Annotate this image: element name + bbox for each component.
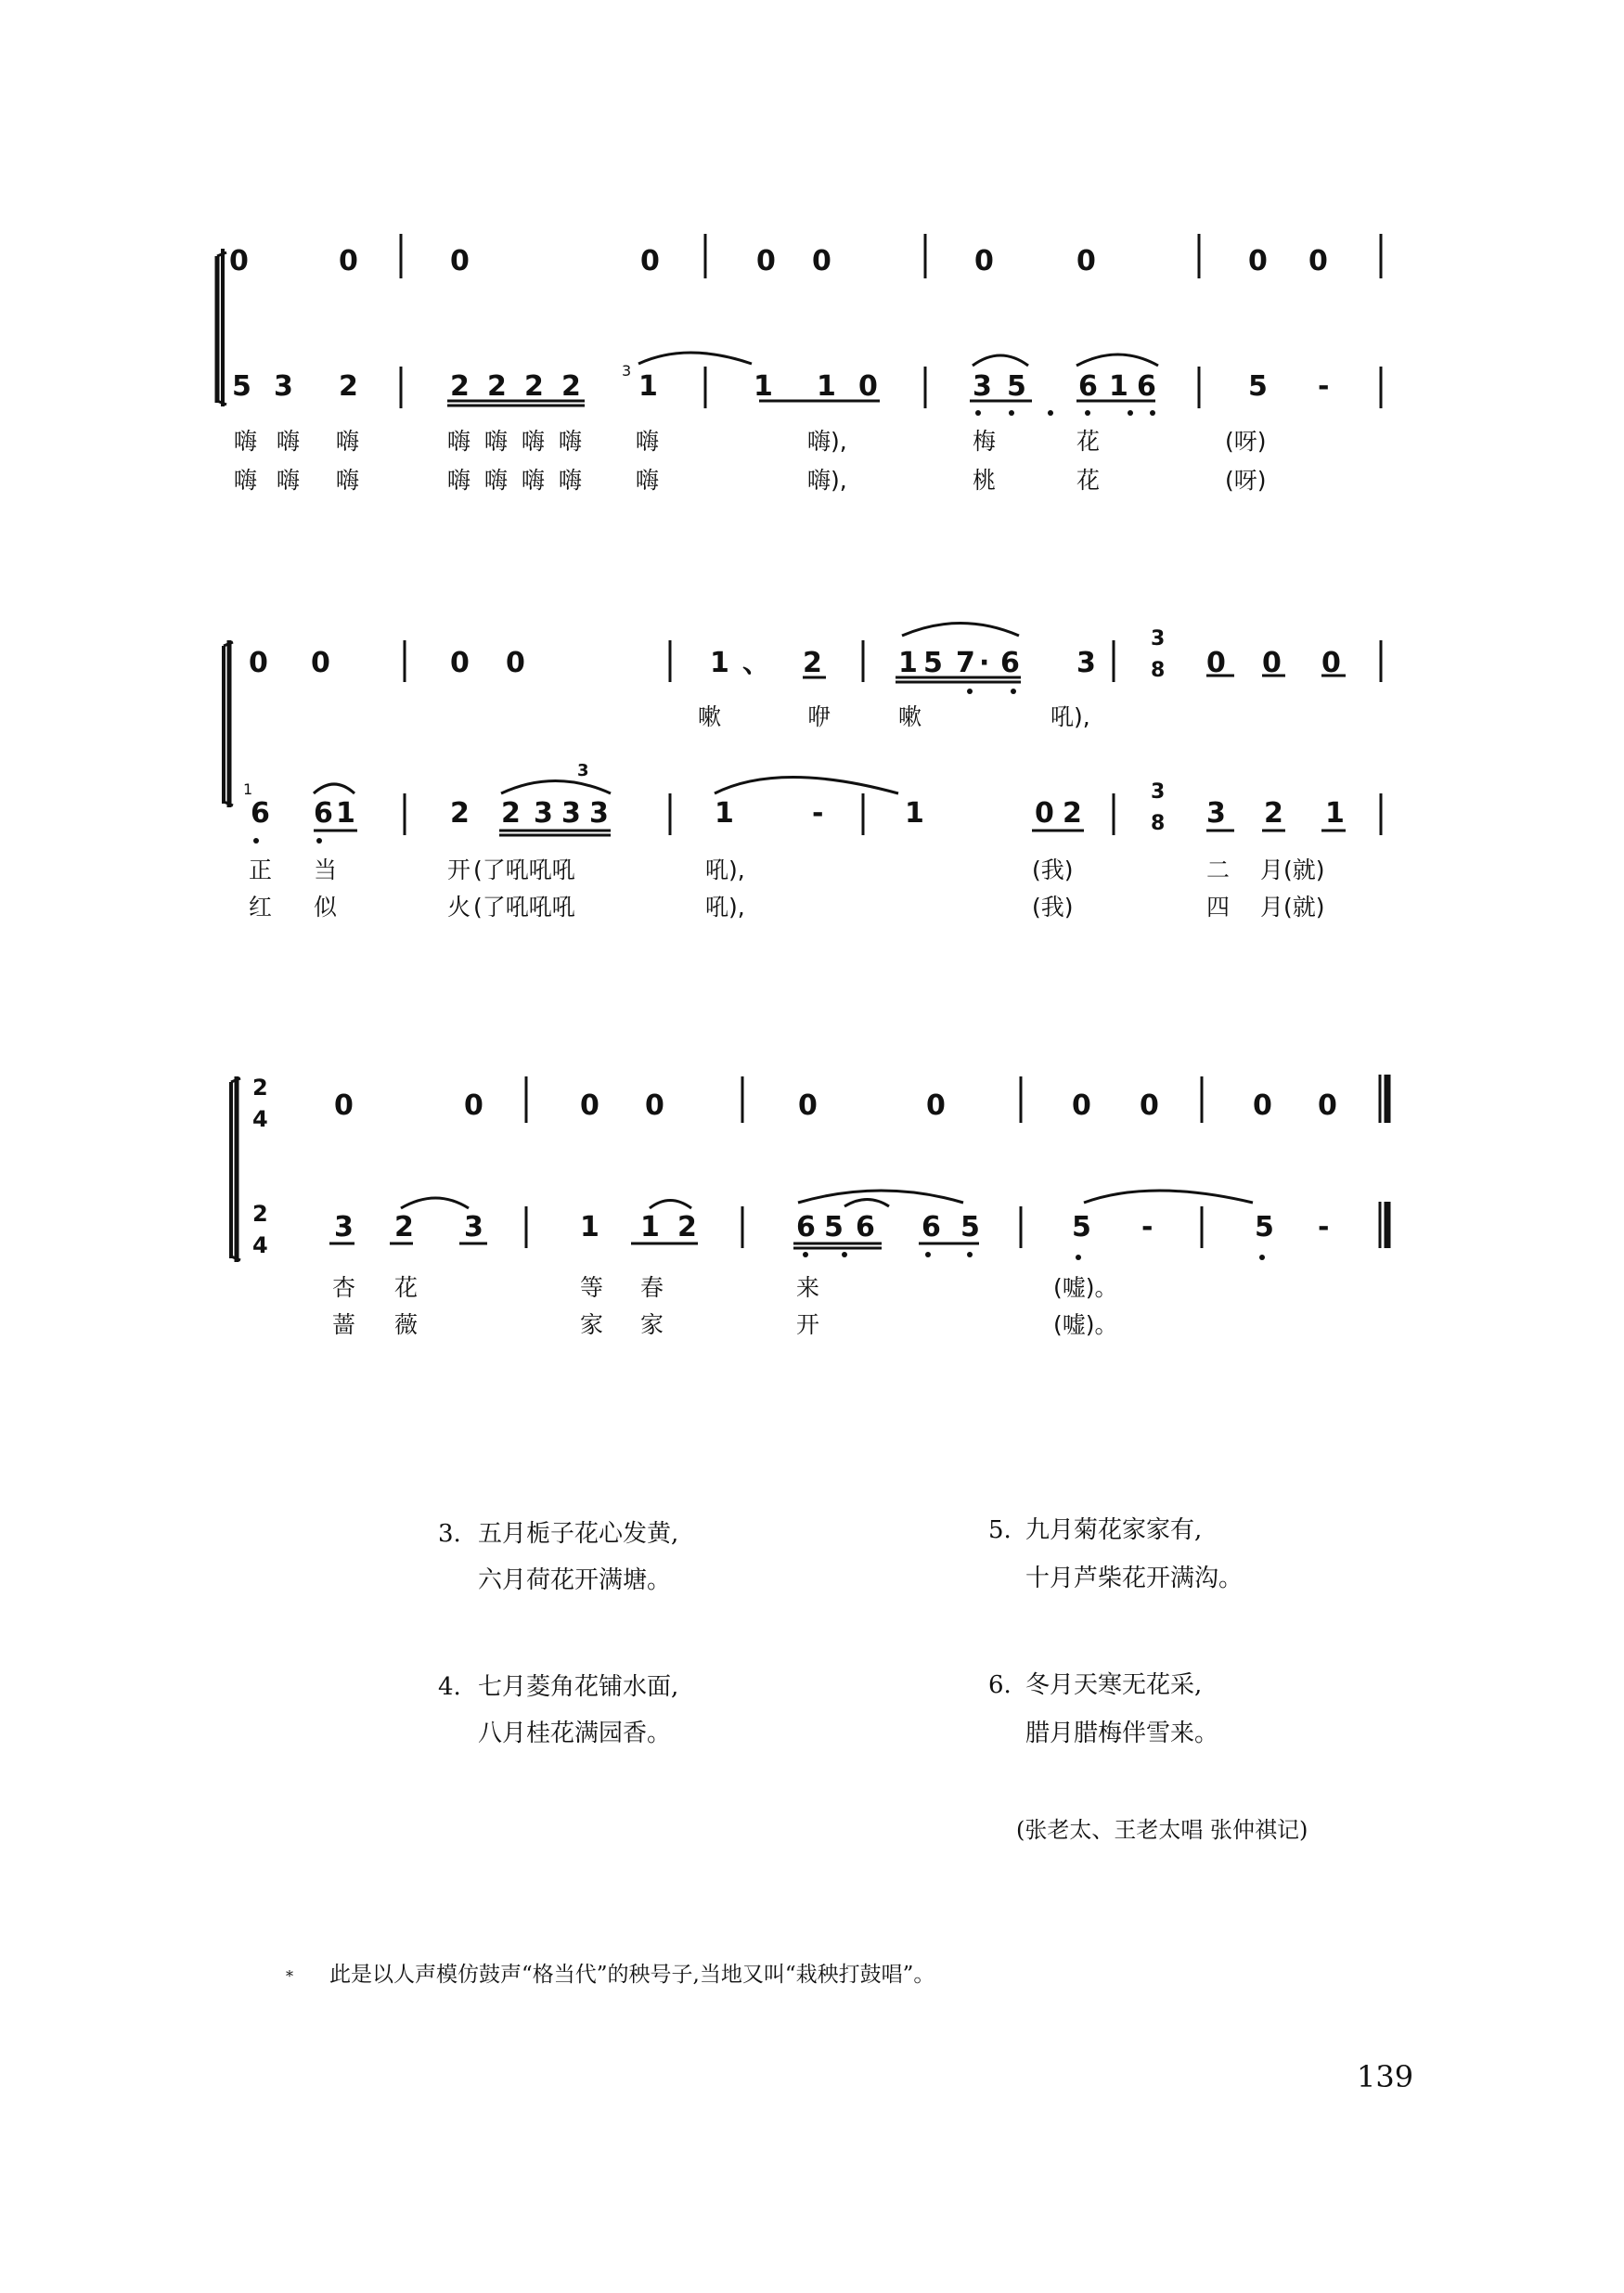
note: 0 bbox=[1318, 1089, 1337, 1122]
note: 5 bbox=[923, 647, 943, 679]
note: - bbox=[812, 797, 824, 830]
note: 3 bbox=[973, 370, 992, 403]
note: 5 bbox=[824, 1211, 844, 1243]
note: 3 bbox=[274, 370, 293, 403]
note: 0 bbox=[640, 245, 660, 277]
note: 3 bbox=[1076, 647, 1096, 679]
lyric: 嗨 bbox=[234, 467, 258, 494]
note: 0 bbox=[1140, 1089, 1159, 1122]
note: 1 bbox=[580, 1211, 599, 1243]
time-signature-numerator: 3 bbox=[1151, 627, 1166, 651]
verse-3-line-1: 五月栀子花心发黄, bbox=[478, 1520, 679, 1548]
note: 6 bbox=[796, 1211, 816, 1243]
note: 0 bbox=[1321, 647, 1341, 679]
lyric: 花 bbox=[394, 1274, 419, 1301]
note: 0 bbox=[756, 245, 776, 277]
grace-note: 3 bbox=[622, 362, 632, 380]
lyric: 蔷 bbox=[332, 1311, 356, 1338]
note: 1 bbox=[638, 370, 658, 403]
lyric: 嗨 bbox=[559, 467, 583, 494]
lyric: 月(就) bbox=[1260, 857, 1325, 883]
lyric: 嗨 bbox=[559, 428, 583, 455]
page-number: 139 bbox=[1357, 2059, 1414, 2094]
note: 2 bbox=[501, 797, 521, 830]
note: 0 bbox=[334, 1089, 354, 1122]
lyric: 红 bbox=[249, 894, 273, 921]
performer-credit: (张老太、王老太唱 张仲祺记) bbox=[1016, 1817, 1308, 1843]
verse-3-number: 3. bbox=[438, 1520, 461, 1548]
note: 5 bbox=[1248, 370, 1268, 403]
note: 0 bbox=[974, 245, 994, 277]
note: 3 bbox=[334, 1211, 354, 1243]
note: 2 bbox=[450, 370, 470, 403]
lyric: (我) bbox=[1032, 857, 1074, 883]
lyric: 嗨 bbox=[636, 467, 660, 494]
note: 0 bbox=[1253, 1089, 1272, 1122]
note: 2 bbox=[1063, 797, 1082, 830]
note: 1 bbox=[715, 797, 734, 830]
note: 5 bbox=[1255, 1211, 1274, 1243]
system-1-lines bbox=[217, 234, 1381, 408]
note: 0 bbox=[645, 1089, 664, 1122]
note: 0 bbox=[450, 245, 470, 277]
note: 5 bbox=[1007, 370, 1026, 403]
lyric: 当 bbox=[314, 857, 338, 883]
note: 2 bbox=[524, 370, 544, 403]
verse-6-line-2: 腊月腊梅伴雪来。 bbox=[1025, 1720, 1219, 1747]
note: 3 bbox=[589, 797, 609, 830]
note: 5 bbox=[1072, 1211, 1091, 1243]
lyric: 花 bbox=[1076, 428, 1101, 455]
note: · bbox=[979, 647, 990, 679]
lyric: 等 bbox=[580, 1274, 604, 1301]
lyric: 月(就) bbox=[1260, 894, 1325, 921]
note: 0 bbox=[1262, 647, 1282, 679]
note: 0 bbox=[580, 1089, 599, 1122]
note: 0 bbox=[1076, 245, 1096, 277]
lyric: (我) bbox=[1032, 894, 1074, 921]
note: 7 bbox=[956, 647, 975, 679]
lyric: (嘘)。 bbox=[1053, 1311, 1118, 1338]
lyric: 开 bbox=[447, 857, 471, 883]
lyric: 梅 bbox=[973, 428, 997, 455]
lyric: 咿 bbox=[807, 703, 831, 730]
note: 0 bbox=[812, 245, 831, 277]
lyric: 花 bbox=[1076, 467, 1101, 494]
note: 1 bbox=[1325, 797, 1345, 830]
note: 3 bbox=[464, 1211, 483, 1243]
lyric: 嗨 bbox=[484, 467, 509, 494]
lyric: 来 bbox=[796, 1274, 820, 1301]
note: 0 bbox=[464, 1089, 483, 1122]
lyric: 开 bbox=[796, 1311, 820, 1338]
note: 0 bbox=[1248, 245, 1268, 277]
note: 2 bbox=[803, 647, 822, 679]
note: 2 bbox=[487, 370, 507, 403]
note: 1 bbox=[754, 370, 773, 403]
time-signature-denominator: 4 bbox=[252, 1106, 268, 1132]
time-signature-denominator: 8 bbox=[1151, 659, 1166, 682]
time-signature-denominator: 4 bbox=[252, 1232, 268, 1258]
note: 0 bbox=[1035, 797, 1054, 830]
note: 6 bbox=[1137, 370, 1156, 403]
note: 6 bbox=[251, 797, 270, 830]
note: 0 bbox=[339, 245, 358, 277]
lyric: (了吼吼吼 bbox=[473, 857, 575, 883]
note: 6 bbox=[922, 1211, 941, 1243]
note: 6 bbox=[1078, 370, 1098, 403]
lyric: (了吼吼吼 bbox=[473, 894, 575, 921]
verse-5-line-1: 九月菊花家家有, bbox=[1025, 1516, 1203, 1544]
note: 0 bbox=[1308, 245, 1328, 277]
note: 0 bbox=[249, 647, 268, 679]
lyric: 嗨 bbox=[522, 467, 546, 494]
note: 2 bbox=[339, 370, 358, 403]
lyric: 嗨 bbox=[336, 467, 360, 494]
lyric: 嗽 bbox=[698, 703, 722, 730]
time-signature-numerator: 2 bbox=[252, 1075, 268, 1101]
lyric: 火 bbox=[447, 894, 471, 921]
note: 5 bbox=[232, 370, 251, 403]
note: 6 bbox=[314, 797, 333, 830]
lyric: 嗽 bbox=[898, 703, 922, 730]
note: 2 bbox=[677, 1211, 697, 1243]
lyric: 嗨 bbox=[277, 428, 301, 455]
note: 1 bbox=[640, 1211, 660, 1243]
note: 2 bbox=[1264, 797, 1283, 830]
verse-4-line-1: 七月菱角花铺水面, bbox=[478, 1673, 679, 1701]
note: 1 bbox=[710, 647, 729, 679]
note: 6 bbox=[1000, 647, 1020, 679]
footnote-marker: 1 bbox=[243, 780, 253, 798]
lyric: 嗨 bbox=[234, 428, 258, 455]
lyric: 家 bbox=[640, 1311, 664, 1338]
verse-4-line-2: 八月桂花满园香。 bbox=[478, 1720, 672, 1747]
note: 0 bbox=[311, 647, 330, 679]
lyric: 嗨 bbox=[484, 428, 509, 455]
note: 5 bbox=[960, 1211, 980, 1243]
footnote-marker: * bbox=[286, 1967, 293, 1985]
lyric: (嘘)。 bbox=[1053, 1274, 1118, 1301]
note: 3 bbox=[561, 797, 581, 830]
note: - bbox=[1318, 370, 1330, 403]
lyric: 嗨 bbox=[336, 428, 360, 455]
lyric: 嗨), bbox=[807, 467, 847, 494]
note: 0 bbox=[450, 647, 470, 679]
note: 1 bbox=[898, 647, 918, 679]
verse-5-line-2: 十月芦柴花开满沟。 bbox=[1025, 1565, 1244, 1592]
verse-3-line-2: 六月荷花开满塘。 bbox=[478, 1566, 672, 1594]
note: 0 bbox=[858, 370, 878, 403]
lyric: 桃 bbox=[973, 467, 997, 494]
lyric: 嗨 bbox=[447, 467, 471, 494]
note: 、 bbox=[742, 647, 770, 679]
lyric: 杏 bbox=[332, 1274, 356, 1301]
lyric: 家 bbox=[580, 1311, 604, 1338]
lyric: 吼), bbox=[705, 857, 745, 883]
lyric: 正 bbox=[249, 857, 273, 883]
lyric: 吼), bbox=[1050, 703, 1090, 730]
lyric: 嗨 bbox=[277, 467, 301, 494]
lyric: (呀) bbox=[1225, 428, 1267, 455]
note: 3 bbox=[1206, 797, 1226, 830]
note: 0 bbox=[798, 1089, 818, 1122]
note: 0 bbox=[506, 647, 525, 679]
note: 1 bbox=[1109, 370, 1128, 403]
lyric: 二 bbox=[1206, 857, 1231, 883]
lyric: 春 bbox=[640, 1274, 664, 1301]
note: 0 bbox=[229, 245, 249, 277]
note: - bbox=[1318, 1211, 1330, 1243]
note: 1 bbox=[336, 797, 355, 830]
svg-text:3: 3 bbox=[577, 761, 589, 780]
note: 1 bbox=[905, 797, 924, 830]
lyric: 嗨), bbox=[807, 428, 847, 455]
note: 1 bbox=[817, 370, 836, 403]
lyric: 似 bbox=[314, 894, 338, 921]
verse-4-number: 4. bbox=[438, 1673, 461, 1701]
lyric: 四 bbox=[1206, 894, 1231, 921]
note: 0 bbox=[926, 1089, 946, 1122]
note: - bbox=[1141, 1211, 1154, 1243]
time-signature-numerator: 3 bbox=[1151, 780, 1166, 804]
lyric: 嗨 bbox=[636, 428, 660, 455]
lyric: (呀) bbox=[1225, 467, 1267, 494]
lyric: 嗨 bbox=[447, 428, 471, 455]
verse-6-number: 6. bbox=[988, 1671, 1012, 1699]
time-signature-denominator: 8 bbox=[1151, 812, 1166, 835]
footnote-text: 此是以人声模仿鼓声“格当代”的秧号子,当地又叫“栽秧打鼓唱”。 bbox=[329, 1963, 935, 1987]
note: 6 bbox=[856, 1211, 875, 1243]
verse-6-line-1: 冬月天寒无花采, bbox=[1025, 1671, 1203, 1699]
note: 2 bbox=[450, 797, 470, 830]
lyric: 嗨 bbox=[522, 428, 546, 455]
lyric: 吼), bbox=[705, 894, 745, 921]
note: 2 bbox=[394, 1211, 414, 1243]
time-signature-numerator: 2 bbox=[252, 1201, 268, 1227]
verse-5-number: 5. bbox=[988, 1516, 1012, 1544]
note: 0 bbox=[1072, 1089, 1091, 1122]
note: 3 bbox=[534, 797, 553, 830]
lyric: 薇 bbox=[394, 1311, 419, 1338]
note: 2 bbox=[561, 370, 581, 403]
note: 0 bbox=[1206, 647, 1226, 679]
